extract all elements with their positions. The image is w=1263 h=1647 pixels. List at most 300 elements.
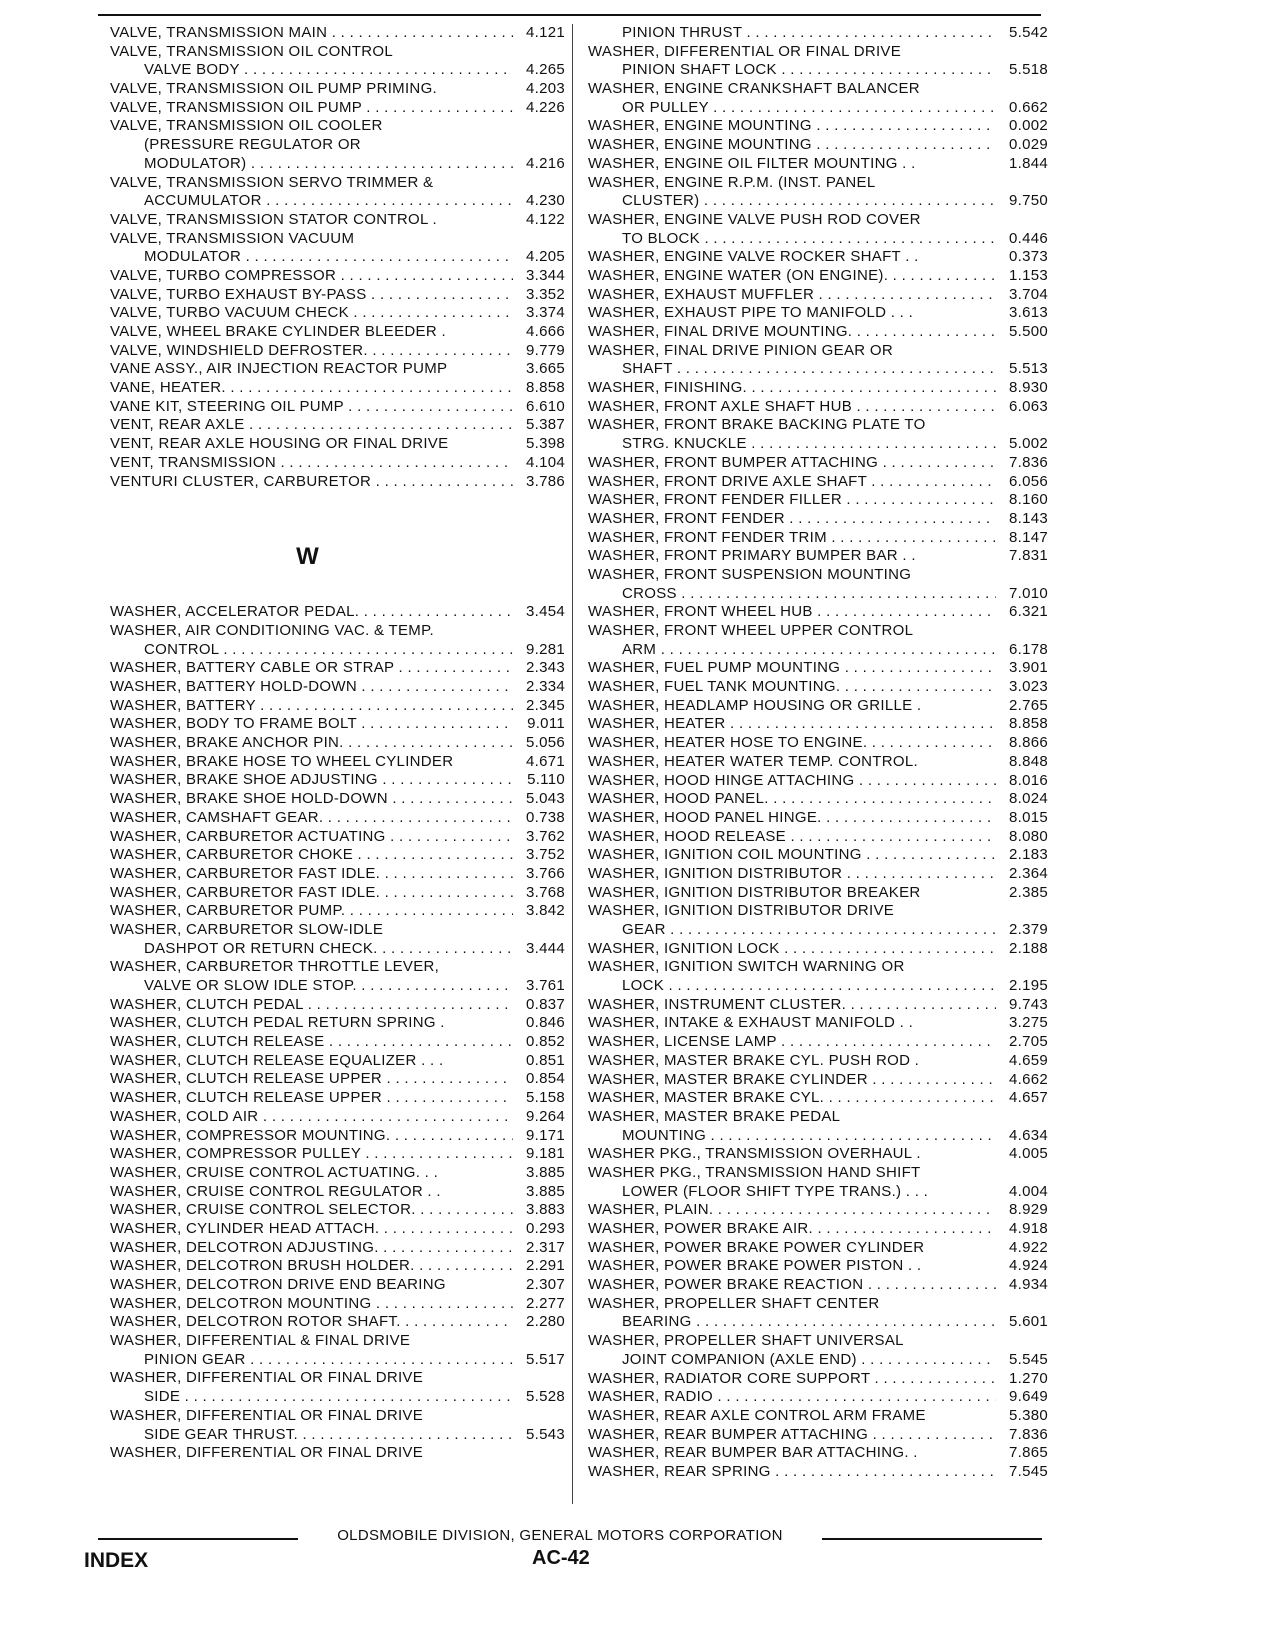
entry-title: WASHER, BRAKE SHOE ADJUSTING . . . bbox=[110, 771, 513, 790]
entry-page: 4.666 bbox=[525, 323, 565, 340]
entry-title: WASHER, COMPRESSOR PULLEY . . . bbox=[110, 1145, 513, 1164]
entry-title: WASHER, BATTERY CABLE OR STRAP . . . bbox=[110, 659, 513, 678]
index-entry bbox=[588, 659, 1048, 678]
index-entry bbox=[110, 323, 565, 342]
entry-page: 3.786 bbox=[525, 472, 565, 490]
entry-title: WASHER, ENGINE MOUNTING . . . bbox=[588, 136, 996, 155]
index-entry bbox=[588, 1071, 1048, 1090]
entry-title: WASHER, POWER BRAKE POWER CYLINDER bbox=[588, 1238, 925, 1256]
entry-page bbox=[996, 342, 1048, 361]
entry-page: 5.380 bbox=[1008, 1406, 1048, 1424]
entry-title: PINION GEAR . . . bbox=[110, 1351, 513, 1370]
entry-page: 5.545 bbox=[1008, 1350, 1048, 1368]
entry-title: WASHER, CRUISE CONTROL REGULATOR . . bbox=[110, 1182, 441, 1200]
entry-title: VALVE, WHEEL BRAKE CYLINDER BLEEDER . bbox=[110, 323, 446, 340]
entry-title: WASHER, HEATER WATER TEMP. CONTROL. bbox=[588, 752, 918, 770]
entry-title: ACCUMULATOR . . . bbox=[110, 192, 513, 211]
entry-page: 2.765 bbox=[1008, 696, 1048, 714]
entry-title: WASHER, CARBURETOR THROTTLE LEVER, bbox=[110, 958, 440, 976]
entry-title: WASHER, DELCOTRON DRIVE END BEARING bbox=[110, 1276, 446, 1293]
entry-page: 2.195 bbox=[1008, 977, 1048, 995]
entry-title: WASHER, CLUTCH RELEASE UPPER . . . bbox=[110, 1070, 513, 1089]
entry-title: WASHER, IGNITION SWITCH WARNING OR bbox=[588, 958, 905, 976]
entry-page: 3.374 bbox=[525, 304, 565, 322]
entry-page: 6.063 bbox=[1008, 397, 1048, 415]
entry-title: WASHER, IGNITION DISTRIBUTOR DRIVE bbox=[588, 902, 895, 920]
entry-title: VALVE, TRANSMISSION OIL PUMP PRIMING. bbox=[110, 80, 438, 98]
entry-page: 3.444 bbox=[525, 939, 565, 957]
entry-page: 0.852 bbox=[525, 1033, 565, 1051]
index-entry bbox=[110, 865, 565, 884]
entry-title: MOUNTING . . . bbox=[588, 1127, 996, 1146]
entry-title: WASHER, PROPELLER SHAFT UNIVERSAL bbox=[588, 1332, 904, 1350]
entry-page: 3.762 bbox=[525, 827, 565, 845]
index-entry bbox=[588, 1276, 1048, 1295]
entry-page: 3.761 bbox=[525, 977, 565, 994]
index-entry bbox=[588, 99, 1048, 118]
entry-title: WASHER, FINAL DRIVE MOUNTING. . . . bbox=[588, 323, 996, 342]
entry-title: WASHER, HEATER . . . bbox=[588, 715, 996, 734]
entry-title: MODULATOR) . . . bbox=[110, 155, 513, 174]
entry-title: WASHER, BRAKE ANCHOR PIN. . . . bbox=[110, 734, 513, 753]
entry-title: WASHER, POWER BRAKE POWER PISTON . . bbox=[588, 1257, 922, 1275]
entry-page: 8.024 bbox=[1008, 790, 1048, 808]
entry-title: WASHER, POWER BRAKE REACTION . . . bbox=[588, 1276, 996, 1295]
entry-page: 4.226 bbox=[525, 98, 565, 116]
index-entry bbox=[588, 1220, 1048, 1239]
index-entry bbox=[588, 1313, 1048, 1332]
entry-page: 2.379 bbox=[1008, 921, 1048, 938]
index-entry bbox=[110, 1444, 565, 1463]
entry-title: WASHER, EXHAUST MUFFLER . . . bbox=[588, 286, 996, 305]
entry-page: 8.930 bbox=[1008, 379, 1048, 397]
index-entry bbox=[588, 622, 1048, 641]
entry-page: 3.752 bbox=[525, 846, 565, 864]
index-entry bbox=[110, 940, 565, 959]
entry-title: WASHER, DIFFERENTIAL & FINAL DRIVE bbox=[110, 1332, 411, 1350]
entry-page: 4.004 bbox=[1008, 1182, 1048, 1200]
entry-page bbox=[513, 117, 565, 136]
index-entry bbox=[110, 24, 565, 43]
entry-page: 2.364 bbox=[1008, 864, 1048, 882]
entry-title: WASHER, RADIO . . . bbox=[588, 1388, 996, 1407]
section-letter: W bbox=[296, 542, 319, 570]
index-entry bbox=[588, 678, 1048, 697]
entry-page bbox=[996, 958, 1048, 977]
entry-title: WASHER, BRAKE HOSE TO WHEEL CYLINDER bbox=[110, 752, 454, 770]
index-entry bbox=[110, 192, 565, 211]
entry-page: 9.743 bbox=[1008, 995, 1048, 1013]
entry-title: WASHER, CLUTCH PEDAL RETURN SPRING . bbox=[110, 1014, 445, 1032]
entry-page: 4.922 bbox=[1008, 1238, 1048, 1256]
index-entry bbox=[588, 379, 1048, 398]
index-entry bbox=[110, 715, 565, 734]
entry-title: VANE KIT, STEERING OIL PUMP . . . bbox=[110, 398, 513, 417]
entry-title: WASHER, MASTER BRAKE CYL. . . . bbox=[588, 1089, 996, 1108]
index-entry bbox=[588, 1014, 1048, 1033]
index-entry bbox=[588, 641, 1048, 660]
index-entry bbox=[588, 996, 1048, 1015]
entry-page: 4.216 bbox=[525, 154, 565, 172]
entry-page: 3.766 bbox=[525, 864, 565, 882]
index-entry bbox=[588, 1052, 1048, 1071]
entry-page: 0.662 bbox=[1008, 98, 1048, 116]
entry-page: 8.160 bbox=[1008, 491, 1048, 509]
entry-title: WASHER, CARBURETOR CHOKE . . . bbox=[110, 846, 513, 865]
entry-title: WASHER, HOOD HINGE ATTACHING . . . bbox=[588, 772, 996, 791]
entry-title: WASHER, CARBURETOR FAST IDLE. . . . bbox=[110, 865, 513, 884]
index-entry bbox=[110, 753, 565, 772]
index-entry bbox=[110, 678, 565, 697]
index-entry bbox=[588, 24, 1048, 43]
index-entry bbox=[588, 398, 1048, 417]
entry-page bbox=[996, 1295, 1048, 1314]
entry-page: 4.934 bbox=[1008, 1276, 1048, 1294]
index-entry bbox=[110, 828, 565, 847]
entry-page: 4.924 bbox=[1008, 1257, 1048, 1275]
index-entry bbox=[110, 846, 565, 865]
entry-page: 2.345 bbox=[525, 696, 565, 714]
entry-title: PINION SHAFT LOCK . . . bbox=[588, 61, 996, 80]
entry-title: TO BLOCK . . . bbox=[588, 230, 996, 249]
entry-title: WASHER, DELCOTRON MOUNTING . . . bbox=[110, 1295, 513, 1314]
entry-title: WASHER, BRAKE SHOE HOLD-DOWN . . . bbox=[110, 790, 513, 809]
entry-title: LOWER (FLOOR SHIFT TYPE TRANS.) . . . bbox=[622, 1182, 929, 1200]
entry-page: 8.080 bbox=[1008, 827, 1048, 845]
entry-title: WASHER, INSTRUMENT CLUSTER. . . . bbox=[588, 996, 996, 1015]
index-entry bbox=[588, 1145, 1048, 1164]
index-entry bbox=[588, 491, 1048, 510]
index-entry bbox=[110, 1220, 565, 1239]
entry-title: GEAR . . . bbox=[588, 921, 996, 940]
index-entry bbox=[588, 43, 1048, 62]
index-entry bbox=[588, 1351, 1048, 1370]
entry-title: WASHER, FRONT BRAKE BACKING PLATE TO bbox=[588, 416, 926, 434]
entry-page: 3.704 bbox=[1008, 285, 1048, 303]
index-entry bbox=[110, 1014, 565, 1033]
entry-page: 5.528 bbox=[525, 1388, 565, 1406]
entry-page: 2.277 bbox=[525, 1294, 565, 1312]
entry-title: WASHER, REAR BUMPER ATTACHING . . . bbox=[588, 1426, 996, 1445]
entry-page: 9.281 bbox=[525, 640, 565, 658]
index-entry bbox=[110, 977, 565, 996]
index-entry bbox=[110, 304, 565, 323]
entry-title: CLUSTER) . . . bbox=[588, 192, 996, 211]
index-entry bbox=[588, 61, 1048, 80]
entry-title: DASHPOT OR RETURN CHECK. . . . bbox=[110, 940, 513, 959]
entry-page: 7.836 bbox=[1008, 453, 1048, 471]
index-list-w bbox=[110, 603, 565, 1463]
entry-page: 2.334 bbox=[525, 678, 565, 695]
index-entry bbox=[110, 809, 565, 828]
entry-title: WASHER, IGNITION COIL MOUNTING . . . bbox=[588, 846, 996, 865]
index-entry bbox=[588, 416, 1048, 435]
entry-page: 2.705 bbox=[1008, 1033, 1048, 1051]
entry-page: 5.056 bbox=[525, 734, 565, 752]
entry-title: SIDE . . . bbox=[110, 1388, 513, 1407]
entry-page: 4.657 bbox=[1008, 1089, 1048, 1107]
page-number: AC-42 bbox=[532, 1547, 590, 1569]
index-entry bbox=[110, 1332, 565, 1351]
index-entry bbox=[110, 1108, 565, 1127]
index-entry bbox=[588, 1257, 1048, 1276]
entry-title: WASHER, BATTERY . . . bbox=[110, 697, 513, 716]
entry-title: VALVE, TRANSMISSION OIL CONTROL bbox=[110, 42, 393, 60]
entry-page: 2.280 bbox=[525, 1313, 565, 1331]
index-entry bbox=[110, 1089, 565, 1108]
entry-page bbox=[513, 1407, 565, 1426]
entry-page: 4.662 bbox=[1008, 1070, 1048, 1088]
index-entry bbox=[588, 1388, 1048, 1407]
entry-title: WASHER, DELCOTRON BRUSH HOLDER. . . . bbox=[110, 1257, 513, 1276]
entry-page: 3.344 bbox=[525, 266, 565, 284]
entry-title: WASHER, ENGINE OIL FILTER MOUNTING . . bbox=[588, 154, 916, 172]
entry-page bbox=[996, 43, 1048, 62]
entry-title: VENT, TRANSMISSION . . . bbox=[110, 454, 513, 473]
index-entry bbox=[588, 1164, 1048, 1183]
index-entry bbox=[110, 1257, 565, 1276]
entry-page: 1.270 bbox=[1008, 1369, 1048, 1387]
entry-page: 5.518 bbox=[1008, 61, 1048, 79]
index-entry bbox=[110, 1052, 565, 1071]
entry-title: WASHER, FRONT FENDER TRIM . . . bbox=[588, 529, 996, 548]
entry-title: WASHER, REAR AXLE CONTROL ARM FRAME bbox=[588, 1406, 926, 1424]
index-entry bbox=[588, 884, 1048, 903]
entry-title: WASHER, CLUTCH RELEASE EQUALIZER . . . bbox=[110, 1051, 444, 1069]
index-entry bbox=[588, 547, 1048, 566]
index-entry bbox=[110, 1033, 565, 1052]
index-entry bbox=[110, 1239, 565, 1258]
index-entry bbox=[588, 80, 1048, 99]
index-entry bbox=[110, 622, 565, 641]
index-entry bbox=[588, 1332, 1048, 1351]
entry-page: 2.343 bbox=[525, 659, 565, 677]
entry-page: 4.122 bbox=[525, 210, 565, 228]
index-entry bbox=[110, 771, 565, 790]
index-entry bbox=[588, 902, 1048, 921]
index-entry bbox=[110, 342, 565, 361]
index-entry bbox=[588, 230, 1048, 249]
index-entry bbox=[110, 230, 565, 249]
entry-page bbox=[996, 622, 1048, 641]
entry-title: WASHER, FRONT WHEEL HUB . . . bbox=[588, 603, 996, 622]
index-entry bbox=[110, 454, 565, 473]
index-list-w-continued bbox=[588, 24, 1048, 1482]
index-entry bbox=[588, 360, 1048, 379]
entry-title: WASHER, HEATER HOSE TO ENGINE. . . . bbox=[588, 734, 996, 753]
entry-title: VALVE, TRANSMISSION MAIN . . . bbox=[110, 24, 513, 43]
index-entry bbox=[110, 921, 565, 940]
entry-page: 1.844 bbox=[1008, 154, 1048, 172]
entry-title: WASHER, DELCOTRON ROTOR SHAFT. . . . bbox=[110, 1313, 513, 1332]
index-entry bbox=[588, 790, 1048, 809]
entry-title: WASHER, ENGINE MOUNTING . . . bbox=[588, 117, 996, 136]
entry-page bbox=[513, 1369, 565, 1388]
entry-title: WASHER, CYLINDER HEAD ATTACH. . . . bbox=[110, 1220, 513, 1239]
index-entry bbox=[588, 117, 1048, 136]
index-entry bbox=[588, 136, 1048, 155]
entry-page: 2.317 bbox=[525, 1238, 565, 1256]
entry-title: SHAFT . . . bbox=[588, 360, 996, 379]
entry-title: WASHER, CARBURETOR SLOW-IDLE bbox=[110, 920, 384, 938]
index-entry bbox=[110, 136, 565, 155]
entry-title: ARM . . . bbox=[588, 641, 996, 660]
index-entry bbox=[110, 1313, 565, 1332]
entry-title: WASHER, IGNITION DISTRIBUTOR BREAKER bbox=[588, 883, 921, 901]
entry-page: 7.010 bbox=[1008, 584, 1048, 602]
index-entry bbox=[110, 61, 565, 80]
index-entry bbox=[588, 585, 1048, 604]
entry-page: 9.011 bbox=[527, 715, 565, 733]
entry-page: 5.513 bbox=[1008, 360, 1048, 378]
entry-page: 4.104 bbox=[525, 453, 565, 471]
entry-page: 3.883 bbox=[525, 1201, 565, 1219]
entry-title: WASHER, CRUISE CONTROL SELECTOR. . . . bbox=[110, 1201, 513, 1220]
entry-title: OR PULLEY . . . bbox=[588, 99, 996, 118]
entry-page: 4.659 bbox=[1008, 1051, 1048, 1069]
entry-page: 0.002 bbox=[1008, 117, 1048, 135]
entry-page: 2.188 bbox=[1008, 939, 1048, 957]
index-entry bbox=[588, 529, 1048, 548]
entry-title: WASHER, CLUTCH PEDAL . . . bbox=[110, 996, 513, 1015]
entry-title: CONTROL . . . bbox=[110, 641, 513, 660]
entry-title: JOINT COMPANION (AXLE END) . . . bbox=[588, 1351, 996, 1370]
entry-title: VALVE, TRANSMISSION SERVO TRIMMER & bbox=[110, 173, 434, 191]
index-entry bbox=[588, 809, 1048, 828]
entry-title: WASHER, RADIATOR CORE SUPPORT . . . bbox=[588, 1370, 996, 1389]
entry-title: WASHER, FRONT AXLE SHAFT HUB . . . bbox=[588, 398, 996, 417]
entry-title: WASHER, ENGINE VALVE PUSH ROD COVER bbox=[588, 210, 921, 228]
index-entry bbox=[110, 1127, 565, 1146]
footer-company: OLDSMOBILE DIVISION, GENERAL MOTORS CORPORATION bbox=[337, 1527, 783, 1544]
index-entry bbox=[588, 435, 1048, 454]
entry-title: WASHER, FRONT PRIMARY BUMPER BAR . . bbox=[588, 547, 916, 565]
index-entry bbox=[588, 267, 1048, 286]
entry-title: WASHER, HOOD PANEL. . . . bbox=[588, 790, 996, 809]
entry-page: 4.671 bbox=[525, 752, 565, 770]
entry-title: WASHER, CRUISE CONTROL ACTUATING. . . bbox=[110, 1163, 439, 1181]
index-list-v bbox=[110, 24, 565, 491]
entry-page: 0.854 bbox=[525, 1070, 565, 1088]
entry-title: WASHER, CARBURETOR ACTUATING . . . bbox=[110, 828, 513, 847]
entry-title: CROSS . . . bbox=[588, 585, 996, 604]
index-entry bbox=[588, 921, 1048, 940]
entry-page: 9.649 bbox=[1008, 1388, 1048, 1406]
entry-title: WASHER, CAMSHAFT GEAR. . . . bbox=[110, 809, 513, 828]
entry-title: MODULATOR . . . bbox=[110, 248, 513, 267]
entry-title: VALVE, TURBO COMPRESSOR . . . bbox=[110, 267, 513, 286]
index-entry bbox=[110, 211, 565, 230]
entry-page: 5.500 bbox=[1008, 323, 1048, 340]
index-entry bbox=[110, 43, 565, 62]
entry-page: 7.836 bbox=[1008, 1425, 1048, 1443]
entry-page: 9.181 bbox=[525, 1145, 565, 1163]
index-entry bbox=[588, 473, 1048, 492]
index-entry bbox=[588, 174, 1048, 193]
index-entry bbox=[588, 772, 1048, 791]
index-entry bbox=[110, 1183, 565, 1202]
entry-title: WASHER PKG., TRANSMISSION OVERHAUL . bbox=[588, 1145, 921, 1163]
index-entry bbox=[588, 1370, 1048, 1389]
entry-page: 4.265 bbox=[525, 61, 565, 79]
index-entry bbox=[588, 1444, 1048, 1463]
entry-page: 6.321 bbox=[1008, 603, 1048, 621]
index-entry bbox=[588, 828, 1048, 847]
index-entry bbox=[110, 99, 565, 118]
entry-page: 8.848 bbox=[1008, 752, 1048, 770]
index-entry bbox=[588, 454, 1048, 473]
index-entry bbox=[588, 192, 1048, 211]
entry-title: WASHER, ENGINE R.P.M. (INST. PANEL bbox=[588, 173, 876, 191]
entry-title: WASHER, DIFFERENTIAL OR FINAL DRIVE bbox=[110, 1444, 424, 1462]
entry-page: 3.901 bbox=[1008, 659, 1048, 677]
entry-title: WASHER, CLUTCH RELEASE . . . bbox=[110, 1033, 513, 1052]
index-entry bbox=[110, 1201, 565, 1220]
index-entry bbox=[110, 435, 565, 454]
index-entry bbox=[110, 1164, 565, 1183]
entry-page: 0.029 bbox=[1008, 136, 1048, 154]
index-entry bbox=[110, 416, 565, 435]
entry-page bbox=[996, 1164, 1048, 1183]
entry-page bbox=[513, 1332, 565, 1351]
entry-page bbox=[513, 174, 565, 193]
entry-title: WASHER, DIFFERENTIAL OR FINAL DRIVE bbox=[110, 1369, 424, 1387]
entry-title: WASHER, REAR BUMPER BAR ATTACHING. . bbox=[588, 1444, 918, 1462]
left-column bbox=[110, 24, 565, 1463]
index-entry bbox=[110, 117, 565, 136]
entry-page: 4.005 bbox=[1008, 1145, 1048, 1163]
entry-page: 5.043 bbox=[525, 790, 565, 808]
index-entry bbox=[110, 603, 565, 622]
entry-title: SIDE GEAR THRUST. . . . bbox=[110, 1426, 513, 1445]
index-entry bbox=[110, 248, 565, 267]
entry-page: 0.373 bbox=[1008, 248, 1048, 266]
entry-title: WASHER, CARBURETOR FAST IDLE. . . . bbox=[110, 884, 513, 903]
index-entry bbox=[588, 865, 1048, 884]
index-entry bbox=[110, 641, 565, 660]
entry-page: 4.121 bbox=[525, 24, 565, 41]
entry-title: BEARING . . . bbox=[588, 1313, 996, 1332]
entry-page bbox=[996, 902, 1048, 921]
index-entry bbox=[588, 977, 1048, 996]
entry-title: WASHER, DIFFERENTIAL OR FINAL DRIVE bbox=[588, 42, 902, 60]
index-entry bbox=[110, 697, 565, 716]
entry-page: 7.865 bbox=[1008, 1444, 1048, 1462]
entry-page: 2.385 bbox=[1008, 883, 1048, 901]
entry-page: 8.858 bbox=[1008, 715, 1048, 733]
entry-page: 4.918 bbox=[1008, 1220, 1048, 1237]
entry-title: WASHER, AIR CONDITIONING VAC. & TEMP. bbox=[110, 621, 434, 639]
entry-title: WASHER, PLAIN. . . . bbox=[588, 1201, 996, 1220]
entry-title: WASHER, DIFFERENTIAL OR FINAL DRIVE bbox=[110, 1406, 424, 1424]
entry-title: WASHER, CARBURETOR PUMP. . . . bbox=[110, 902, 513, 921]
entry-page: 5.387 bbox=[525, 416, 565, 434]
index-entry bbox=[110, 398, 565, 417]
entry-title: WASHER, ENGINE VALVE ROCKER SHAFT . . bbox=[588, 248, 919, 266]
index-entry bbox=[588, 846, 1048, 865]
entry-title: WASHER, IGNITION DISTRIBUTOR . . . bbox=[588, 865, 996, 884]
entry-page: 9.264 bbox=[525, 1107, 565, 1125]
entry-page: 0.293 bbox=[525, 1219, 565, 1237]
index-entry bbox=[588, 155, 1048, 174]
entry-page: 4.230 bbox=[525, 192, 565, 210]
entry-title: WASHER, FRONT WHEEL UPPER CONTROL bbox=[588, 622, 914, 639]
index-entry bbox=[110, 734, 565, 753]
entry-title: WASHER, ACCELERATOR PEDAL. . . . bbox=[110, 603, 513, 622]
index-entry bbox=[588, 211, 1048, 230]
entry-page bbox=[996, 416, 1048, 435]
index-entry bbox=[110, 790, 565, 809]
